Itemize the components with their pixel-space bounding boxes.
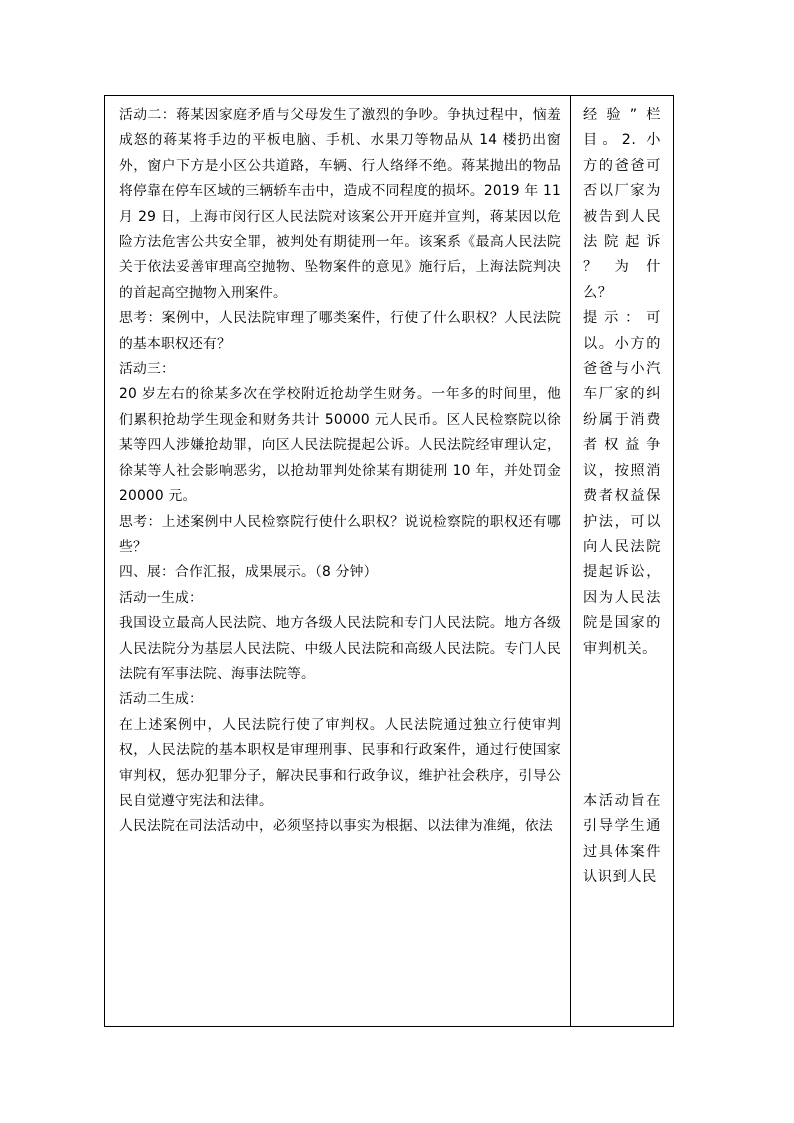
think3-question: 思考：上述案例中人民检察院行使什么职权？说说检察院的职权还有哪些？ <box>119 513 561 555</box>
side-bottom-text: 本活动旨在引导学生通过具体案件认识到人民 <box>583 792 661 886</box>
side-hint-text: 提示：可以。小方的爸爸与小汽车厂家的纠纷属于消费者权益争议，按照消费者权益保护法，可以向人民法院提起诉讼，因为人民法院是国家的审判机关。 <box>583 310 661 657</box>
side-top-text: 经验”栏目。2. 小方的爸爸可否以厂家为被告到人民法院起诉 ？ 为 什么？ <box>583 107 661 301</box>
section4-heading: 四、展：合作汇报，成果展示。（8 分钟） <box>119 564 378 581</box>
side-spacer <box>583 662 661 789</box>
activity3-title: 活动三： <box>119 361 175 378</box>
activity3-text: 20 岁左右的徐某多次在学校附近抢劫学生财务。一年多的时间里，他们累积抢劫学生现金和财务共计 50000 元人民币。区人民检察院以徐某等四人涉嫌抢劫罪，向区人民法院提起公诉。人民法院经审理认定，徐某等人社会影响恶劣，以抢劫罪判处徐某有期徒刑 10 年，并处罚金 20000 元。 <box>119 386 561 505</box>
lesson-table <box>104 95 674 1027</box>
side-column <box>583 103 661 891</box>
gen1-title: 活动一生成： <box>119 589 203 606</box>
activity2-text: 活动二：蒋某因家庭矛盾与父母发生了激烈的争吵。争执过程中，恼羞成怒的蒋某将手边的平板电脑、手机、水果刀等物品从 14 楼扔出窗外，窗户下方是小区公共道路，车辆、行人络绎不绝。蒋某抛出的物品将停靠在停车区域的三辆轿车击中，造成不同程度的损坏。2019 年 11 月 29 日，上海市闵行区人民法院对该案公开开庭并宣判，蒋某因以危险方法危害公共安全罪，被判处有期徒刑一年。该案系《最高人民法院关于依法妥善审理高空抛物、坠物案件的意见》施行后，上海法院判决的首起高空抛物入刑案件。 <box>119 107 561 301</box>
gen1-text: 我国设立最高人民法院、地方各级人民法院和专门人民法院。地方各级人民法院分为基层人民法院、中级人民法院和高级人民法院。专门人民法院有军事法院、海事法院等。 <box>119 615 561 682</box>
main-column <box>119 103 561 840</box>
think2-question: 思考：案例中，人民法院审理了哪类案件，行使了什么职权？人民法院的基本职权还有？ <box>119 310 561 352</box>
gen2-tail: 人民法院在司法活动中，必须坚持以事实为根据、以法律为准绳，依法 <box>119 818 553 835</box>
column-divider <box>570 96 571 1026</box>
gen2-text: 在上述案例中，人民法院行使了审判权。人民法院通过独立行使审判权，人民法院的基本职权是审理刑事、民事和行政案件，通过行使国家审判权，惩办犯罪分子，解决民事和行政争议，维护社会秩序，引导公民自觉遵守宪法和法律。 <box>119 716 561 809</box>
gen2-title: 活动二生成： <box>119 691 203 708</box>
